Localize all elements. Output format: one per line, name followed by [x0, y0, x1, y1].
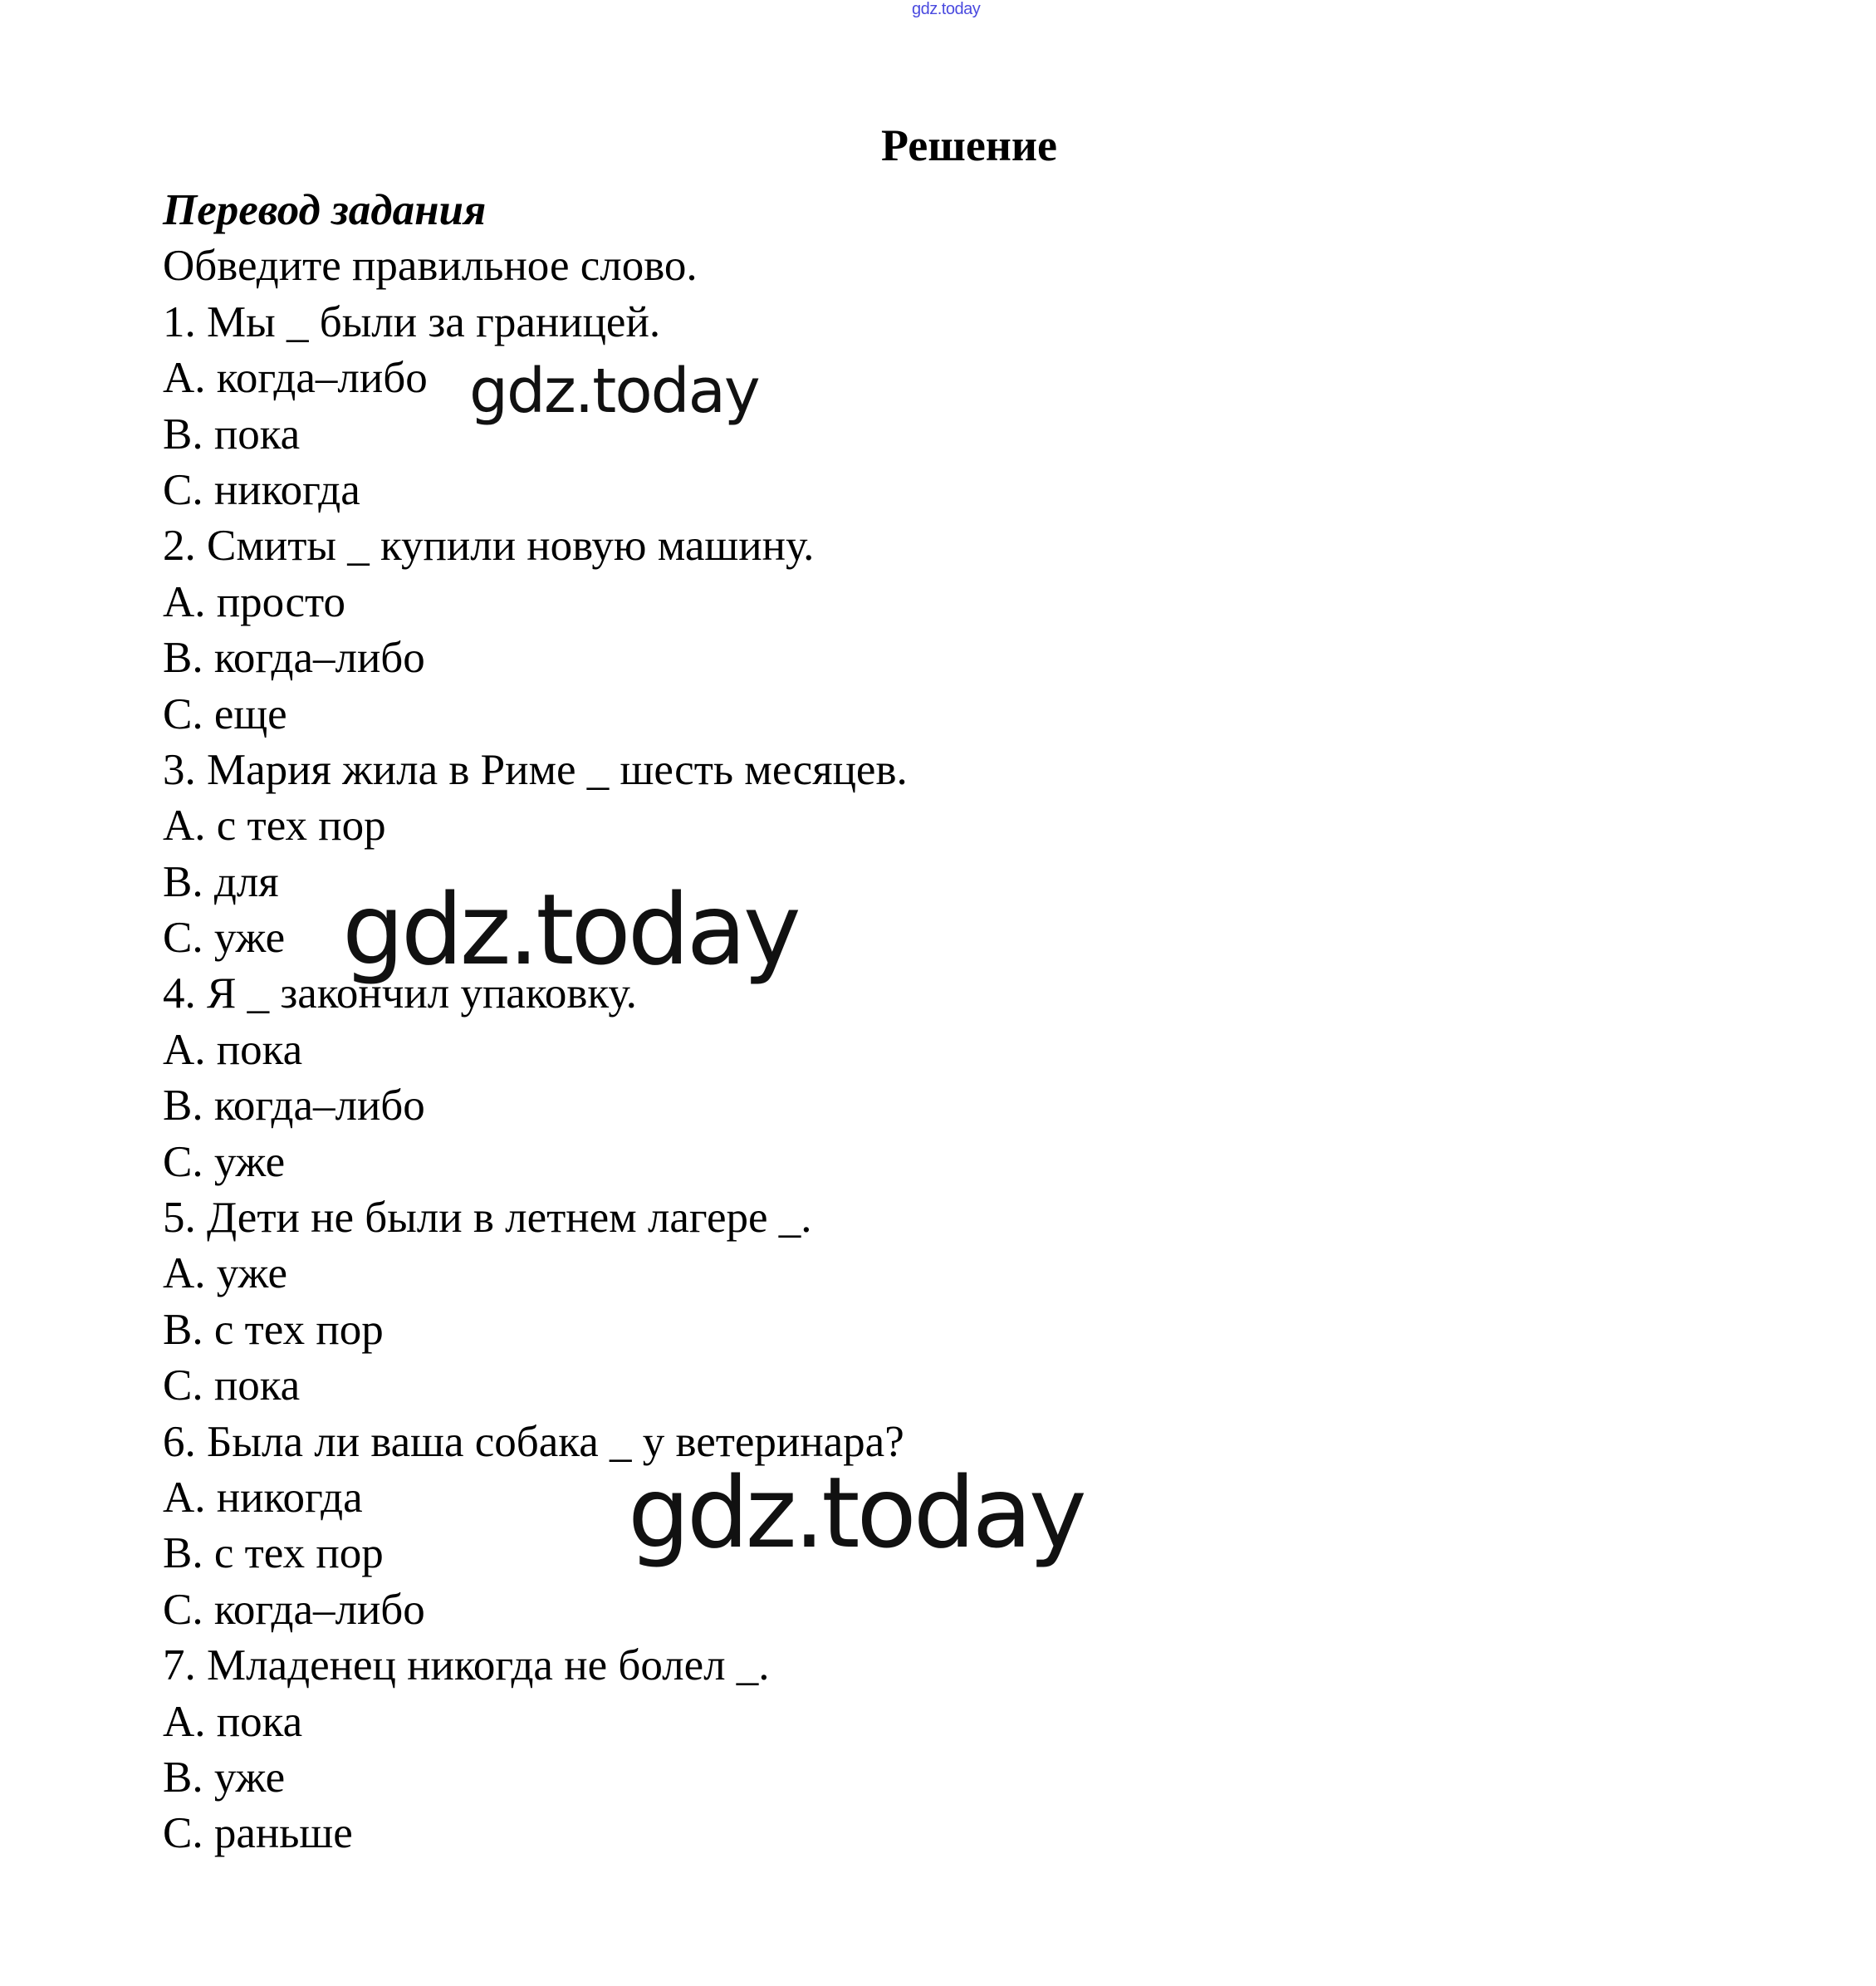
page-title: Решение	[881, 120, 1057, 170]
instruction-text: Обведите правильное слово.	[163, 242, 698, 291]
option-c: C. пока	[163, 1361, 301, 1410]
question-text: 2. Смиты _ купили новую машину.	[163, 522, 815, 571]
watermark-large: gdz.today	[628, 1455, 1084, 1570]
watermark-small: gdz.today	[469, 356, 759, 427]
option-a: A. уже	[163, 1249, 288, 1298]
option-b: B. с тех пор	[163, 1529, 384, 1578]
option-b: B. пока	[163, 409, 301, 458]
option-c: C. уже	[163, 914, 286, 963]
question-text: 3. Мария жила в Риме _ шесть месяцев.	[163, 745, 908, 794]
option-b: B. когда–либо	[163, 634, 425, 683]
option-b: B. когда–либо	[163, 1081, 425, 1130]
question-text: 7. Младенец никогда не болел _.	[163, 1641, 770, 1690]
option-c: C. еще	[163, 689, 287, 738]
option-c: C. никогда	[163, 465, 360, 514]
question-text: 4. Я _ закончил упаковку.	[163, 969, 637, 1018]
question-text: 5. Дети не были в летнем лагере _.	[163, 1194, 812, 1243]
option-a: A. просто	[163, 577, 345, 626]
watermark-large: gdz.today	[342, 872, 798, 987]
question-5	[163, 1190, 908, 1415]
question-7	[163, 1638, 908, 1862]
top-watermark: gdz.today	[912, 0, 981, 18]
option-b: B. с тех пор	[163, 1305, 384, 1354]
option-c: C. раньше	[163, 1809, 353, 1858]
option-b: B. для	[163, 857, 279, 906]
question-text: 6. Была ли ваша собака _ у ветеринара?	[163, 1417, 904, 1466]
section-subtitle: Перевод задания	[163, 186, 487, 234]
question-4	[163, 966, 908, 1190]
option-a: A. пока	[163, 1697, 303, 1746]
option-a: A. пока	[163, 1025, 303, 1074]
task-content	[163, 183, 908, 1862]
option-c: C. когда–либо	[163, 1585, 425, 1634]
option-a: A. с тех пор	[163, 802, 386, 851]
option-a: A. когда–либо	[163, 354, 428, 403]
question-2	[163, 518, 908, 743]
option-b: B. уже	[163, 1753, 286, 1802]
question-text: 1. Мы _ были за границей.	[163, 297, 661, 346]
option-c: C. уже	[163, 1137, 286, 1186]
option-a: A. никогда	[163, 1473, 363, 1522]
